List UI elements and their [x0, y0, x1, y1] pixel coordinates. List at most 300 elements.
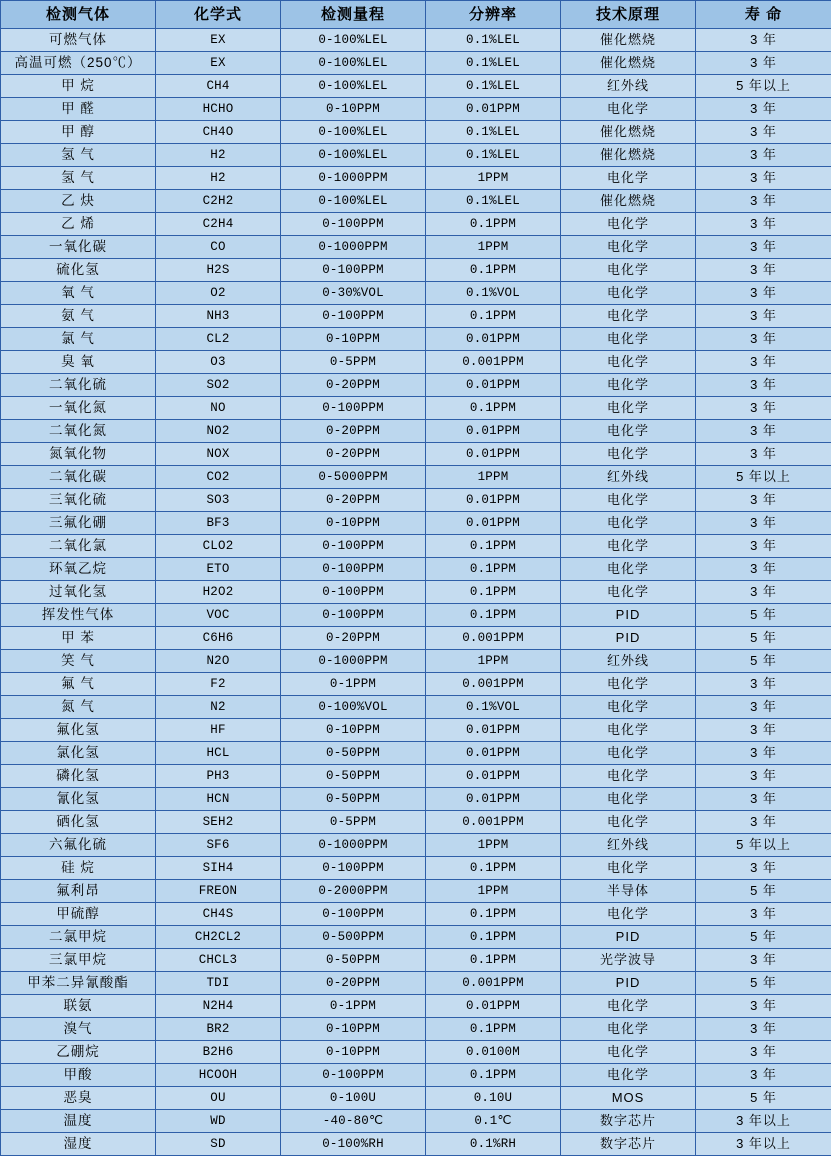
cell-technology: 电化学 [561, 742, 696, 765]
cell-lifetime: 5 年 [696, 880, 831, 903]
cell-formula: CLO2 [156, 535, 281, 558]
cell-resolution: 0.1PPM [426, 604, 561, 627]
cell-formula: SEH2 [156, 811, 281, 834]
cell-resolution: 0.1℃ [426, 1110, 561, 1133]
cell-technology: 电化学 [561, 397, 696, 420]
table-row [1, 949, 831, 972]
table-row [1, 811, 831, 834]
table-row [1, 328, 831, 351]
cell-lifetime: 5 年以上 [696, 834, 831, 857]
cell-formula: BR2 [156, 1018, 281, 1041]
cell-gas: 硒化氢 [1, 811, 156, 834]
cell-gas: 甲酸 [1, 1064, 156, 1087]
table-row [1, 581, 831, 604]
cell-technology: 红外线 [561, 75, 696, 98]
cell-formula: TDI [156, 972, 281, 995]
cell-lifetime: 3 年 [696, 535, 831, 558]
cell-resolution: 0.01PPM [426, 512, 561, 535]
cell-gas: 氟利昂 [1, 880, 156, 903]
cell-technology: 电化学 [561, 374, 696, 397]
cell-technology: PID [561, 926, 696, 949]
cell-resolution: 0.1%LEL [426, 190, 561, 213]
table-row [1, 443, 831, 466]
cell-formula: SF6 [156, 834, 281, 857]
cell-range: 0-50PPM [281, 742, 426, 765]
cell-range: 0-20PPM [281, 374, 426, 397]
cell-gas: 氢 气 [1, 167, 156, 190]
cell-range: 0-20PPM [281, 489, 426, 512]
cell-resolution: 1PPM [426, 834, 561, 857]
cell-technology: 电化学 [561, 167, 696, 190]
cell-range: 0-100%LEL [281, 29, 426, 52]
cell-resolution: 0.1PPM [426, 949, 561, 972]
cell-lifetime: 3 年 [696, 213, 831, 236]
cell-resolution: 0.01PPM [426, 443, 561, 466]
cell-resolution: 1PPM [426, 650, 561, 673]
cell-formula: O2 [156, 282, 281, 305]
cell-range: 0-10PPM [281, 1018, 426, 1041]
cell-formula: HCOOH [156, 1064, 281, 1087]
cell-resolution: 0.1PPM [426, 305, 561, 328]
cell-lifetime: 3 年 [696, 788, 831, 811]
cell-formula: H2S [156, 259, 281, 282]
cell-formula: SIH4 [156, 857, 281, 880]
cell-resolution: 0.01PPM [426, 742, 561, 765]
cell-lifetime: 3 年 [696, 742, 831, 765]
table-row [1, 903, 831, 926]
table-row [1, 489, 831, 512]
cell-gas: 氮 气 [1, 696, 156, 719]
cell-formula: C2H4 [156, 213, 281, 236]
cell-formula: OU [156, 1087, 281, 1110]
cell-resolution: 0.1PPM [426, 581, 561, 604]
cell-lifetime: 3 年 [696, 673, 831, 696]
column-header-technology: 技术原理 [561, 1, 696, 29]
cell-technology: 电化学 [561, 903, 696, 926]
cell-range: 0-100PPM [281, 903, 426, 926]
cell-lifetime: 3 年 [696, 696, 831, 719]
cell-lifetime: 3 年 [696, 558, 831, 581]
cell-technology: 电化学 [561, 213, 696, 236]
cell-technology: 红外线 [561, 834, 696, 857]
cell-gas: 氯化氢 [1, 742, 156, 765]
cell-gas: 臭 氧 [1, 351, 156, 374]
cell-resolution: 0.1PPM [426, 1064, 561, 1087]
cell-gas: 过氧化氢 [1, 581, 156, 604]
cell-range: 0-100PPM [281, 1064, 426, 1087]
cell-gas: 挥发性气体 [1, 604, 156, 627]
table-row [1, 1087, 831, 1110]
cell-resolution: 1PPM [426, 167, 561, 190]
cell-resolution: 0.1PPM [426, 1018, 561, 1041]
cell-range: 0-30%VOL [281, 282, 426, 305]
cell-gas: 一氧化碳 [1, 236, 156, 259]
cell-resolution: 0.1PPM [426, 558, 561, 581]
cell-resolution: 0.1PPM [426, 535, 561, 558]
cell-gas: 六氟化硫 [1, 834, 156, 857]
cell-gas: 氟 气 [1, 673, 156, 696]
cell-range: 0-20PPM [281, 420, 426, 443]
cell-formula: C6H6 [156, 627, 281, 650]
cell-lifetime: 3 年 [696, 144, 831, 167]
cell-range: 0-2000PPM [281, 880, 426, 903]
table-row [1, 673, 831, 696]
cell-technology: 电化学 [561, 857, 696, 880]
cell-resolution: 0.1PPM [426, 926, 561, 949]
cell-resolution: 0.001PPM [426, 811, 561, 834]
cell-resolution: 1PPM [426, 236, 561, 259]
cell-range: 0-100PPM [281, 857, 426, 880]
cell-formula: WD [156, 1110, 281, 1133]
cell-technology: 催化燃烧 [561, 190, 696, 213]
cell-technology: PID [561, 604, 696, 627]
cell-formula: HCL [156, 742, 281, 765]
cell-lifetime: 5 年 [696, 650, 831, 673]
cell-range: 0-100PPM [281, 604, 426, 627]
table-row [1, 52, 831, 75]
cell-gas: 二氧化碳 [1, 466, 156, 489]
cell-range: 0-50PPM [281, 788, 426, 811]
cell-technology: 电化学 [561, 1064, 696, 1087]
cell-lifetime: 3 年 [696, 420, 831, 443]
table-row [1, 121, 831, 144]
cell-formula: CO [156, 236, 281, 259]
cell-gas: 一氧化氮 [1, 397, 156, 420]
cell-technology: 电化学 [561, 282, 696, 305]
cell-resolution: 0.10U [426, 1087, 561, 1110]
table-row [1, 742, 831, 765]
cell-lifetime: 3 年 [696, 765, 831, 788]
cell-range: 0-100%LEL [281, 52, 426, 75]
cell-resolution: 0.01PPM [426, 995, 561, 1018]
cell-gas: 甲 醇 [1, 121, 156, 144]
cell-range: 0-100PPM [281, 558, 426, 581]
cell-lifetime: 3 年 [696, 236, 831, 259]
cell-resolution: 0.01PPM [426, 489, 561, 512]
cell-range: 0-10PPM [281, 512, 426, 535]
cell-range: 0-500PPM [281, 926, 426, 949]
cell-lifetime: 3 年 [696, 719, 831, 742]
table-row [1, 627, 831, 650]
table-row [1, 880, 831, 903]
cell-resolution: 0.1PPM [426, 397, 561, 420]
cell-gas: 甲苯二异氰酸酯 [1, 972, 156, 995]
cell-gas: 甲 醛 [1, 98, 156, 121]
table-row [1, 558, 831, 581]
cell-formula: BF3 [156, 512, 281, 535]
cell-lifetime: 3 年 [696, 995, 831, 1018]
cell-range: 0-100%RH [281, 1133, 426, 1156]
cell-gas: 甲 烷 [1, 75, 156, 98]
cell-lifetime: 5 年 [696, 972, 831, 995]
cell-technology: 电化学 [561, 259, 696, 282]
cell-technology: 电化学 [561, 995, 696, 1018]
table-row [1, 650, 831, 673]
cell-technology: 红外线 [561, 466, 696, 489]
table-row [1, 29, 831, 52]
table-row [1, 972, 831, 995]
cell-formula: H2 [156, 167, 281, 190]
table-row [1, 98, 831, 121]
cell-range: 0-100PPM [281, 305, 426, 328]
table-row [1, 420, 831, 443]
cell-formula: N2O [156, 650, 281, 673]
table-row [1, 1064, 831, 1087]
cell-lifetime: 3 年 [696, 167, 831, 190]
cell-lifetime: 3 年 [696, 190, 831, 213]
cell-range: 0-100%LEL [281, 75, 426, 98]
cell-lifetime: 5 年 [696, 604, 831, 627]
cell-lifetime: 3 年 [696, 903, 831, 926]
cell-technology: 催化燃烧 [561, 29, 696, 52]
table-row [1, 259, 831, 282]
cell-resolution: 0.1%VOL [426, 696, 561, 719]
cell-formula: CHCL3 [156, 949, 281, 972]
cell-range: 0-20PPM [281, 443, 426, 466]
cell-resolution: 0.01PPM [426, 328, 561, 351]
cell-lifetime: 5 年 [696, 627, 831, 650]
cell-lifetime: 3 年 [696, 351, 831, 374]
cell-technology: 催化燃烧 [561, 121, 696, 144]
cell-range: 0-1000PPM [281, 236, 426, 259]
cell-gas: 三氯甲烷 [1, 949, 156, 972]
cell-formula: CH2CL2 [156, 926, 281, 949]
cell-resolution: 0.0100M [426, 1041, 561, 1064]
cell-formula: C2H2 [156, 190, 281, 213]
cell-formula: O3 [156, 351, 281, 374]
table-row [1, 512, 831, 535]
cell-gas: 乙 烯 [1, 213, 156, 236]
cell-formula: SO2 [156, 374, 281, 397]
cell-lifetime: 3 年 [696, 282, 831, 305]
cell-resolution: 0.01PPM [426, 420, 561, 443]
cell-technology: 电化学 [561, 765, 696, 788]
cell-formula: SO3 [156, 489, 281, 512]
table-row [1, 236, 831, 259]
cell-range: 0-1PPM [281, 995, 426, 1018]
cell-resolution: 0.1%LEL [426, 52, 561, 75]
cell-lifetime: 3 年 [696, 328, 831, 351]
cell-range: 0-100%LEL [281, 190, 426, 213]
cell-technology: 电化学 [561, 512, 696, 535]
cell-gas: 湿度 [1, 1133, 156, 1156]
cell-formula: CH4 [156, 75, 281, 98]
table-row [1, 351, 831, 374]
cell-technology: 电化学 [561, 558, 696, 581]
cell-technology: 电化学 [561, 581, 696, 604]
cell-gas: 二氧化硫 [1, 374, 156, 397]
cell-technology: 电化学 [561, 719, 696, 742]
cell-resolution: 0.001PPM [426, 351, 561, 374]
cell-range: 0-10PPM [281, 98, 426, 121]
cell-resolution: 0.1%RH [426, 1133, 561, 1156]
cell-range: 0-1000PPM [281, 650, 426, 673]
cell-range: 0-10PPM [281, 719, 426, 742]
cell-lifetime: 3 年 [696, 1064, 831, 1087]
table-row [1, 788, 831, 811]
cell-gas: 氟化氢 [1, 719, 156, 742]
table-row [1, 696, 831, 719]
cell-lifetime: 3 年 [696, 857, 831, 880]
cell-technology: 电化学 [561, 351, 696, 374]
cell-technology: 电化学 [561, 98, 696, 121]
table-row [1, 282, 831, 305]
cell-resolution: 0.01PPM [426, 374, 561, 397]
table-row [1, 857, 831, 880]
cell-formula: ETO [156, 558, 281, 581]
column-header-formula: 化学式 [156, 1, 281, 29]
cell-technology: 电化学 [561, 1041, 696, 1064]
cell-gas: 氧 气 [1, 282, 156, 305]
cell-gas: 氯 气 [1, 328, 156, 351]
cell-technology: 电化学 [561, 443, 696, 466]
cell-gas: 二氧化氯 [1, 535, 156, 558]
cell-gas: 溴气 [1, 1018, 156, 1041]
cell-resolution: 0.1%LEL [426, 75, 561, 98]
cell-resolution: 0.1%VOL [426, 282, 561, 305]
cell-resolution: 0.1PPM [426, 213, 561, 236]
cell-formula: NOX [156, 443, 281, 466]
table-row [1, 374, 831, 397]
cell-gas: 高温可燃（250℃） [1, 52, 156, 75]
column-header-range: 检测量程 [281, 1, 426, 29]
cell-lifetime: 3 年 [696, 374, 831, 397]
cell-lifetime: 3 年 [696, 29, 831, 52]
cell-resolution: 0.001PPM [426, 673, 561, 696]
cell-technology: 电化学 [561, 489, 696, 512]
cell-lifetime: 3 年以上 [696, 1110, 831, 1133]
cell-formula: NH3 [156, 305, 281, 328]
cell-formula: H2 [156, 144, 281, 167]
cell-technology: 电化学 [561, 788, 696, 811]
cell-lifetime: 3 年 [696, 259, 831, 282]
cell-technology: 电化学 [561, 673, 696, 696]
cell-gas: 乙硼烷 [1, 1041, 156, 1064]
table-header [1, 1, 831, 29]
table-row [1, 719, 831, 742]
cell-formula: HCN [156, 788, 281, 811]
table-row [1, 604, 831, 627]
cell-formula: NO [156, 397, 281, 420]
cell-lifetime: 3 年 [696, 489, 831, 512]
cell-gas: 硅 烷 [1, 857, 156, 880]
cell-formula: CH4O [156, 121, 281, 144]
cell-range: 0-100U [281, 1087, 426, 1110]
cell-range: 0-1000PPM [281, 167, 426, 190]
cell-technology: 数字芯片 [561, 1110, 696, 1133]
cell-gas: 环氧乙烷 [1, 558, 156, 581]
cell-gas: 硫化氢 [1, 259, 156, 282]
table-row [1, 995, 831, 1018]
cell-formula: CH4S [156, 903, 281, 926]
table-row [1, 213, 831, 236]
cell-technology: PID [561, 972, 696, 995]
cell-range: 0-20PPM [281, 972, 426, 995]
cell-range: 0-100%LEL [281, 144, 426, 167]
table-row [1, 144, 831, 167]
cell-gas: 笑 气 [1, 650, 156, 673]
cell-gas: 氢 气 [1, 144, 156, 167]
table-row [1, 834, 831, 857]
column-header-gas: 检测气体 [1, 1, 156, 29]
cell-formula: EX [156, 52, 281, 75]
cell-lifetime: 3 年以上 [696, 1133, 831, 1156]
cell-formula: F2 [156, 673, 281, 696]
cell-formula: CO2 [156, 466, 281, 489]
cell-resolution: 0.1%LEL [426, 144, 561, 167]
cell-gas: 联氨 [1, 995, 156, 1018]
table-row [1, 397, 831, 420]
cell-formula: VOC [156, 604, 281, 627]
cell-technology: 电化学 [561, 328, 696, 351]
cell-lifetime: 3 年 [696, 52, 831, 75]
cell-technology: 红外线 [561, 650, 696, 673]
table-row [1, 1110, 831, 1133]
cell-technology: 数字芯片 [561, 1133, 696, 1156]
cell-technology: 电化学 [561, 236, 696, 259]
cell-range: 0-100%VOL [281, 696, 426, 719]
cell-resolution: 0.01PPM [426, 788, 561, 811]
cell-lifetime: 3 年 [696, 305, 831, 328]
cell-lifetime: 3 年 [696, 581, 831, 604]
table-row [1, 190, 831, 213]
cell-technology: 光学波导 [561, 949, 696, 972]
cell-lifetime: 5 年以上 [696, 75, 831, 98]
cell-gas: 氨 气 [1, 305, 156, 328]
cell-range: 0-50PPM [281, 765, 426, 788]
cell-lifetime: 3 年 [696, 512, 831, 535]
cell-formula: N2 [156, 696, 281, 719]
cell-range: 0-50PPM [281, 949, 426, 972]
cell-formula: EX [156, 29, 281, 52]
table-row [1, 167, 831, 190]
cell-technology: PID [561, 627, 696, 650]
cell-resolution: 0.1PPM [426, 903, 561, 926]
cell-technology: 电化学 [561, 696, 696, 719]
cell-gas: 恶臭 [1, 1087, 156, 1110]
cell-lifetime: 3 年 [696, 121, 831, 144]
cell-range: 0-100PPM [281, 397, 426, 420]
cell-range: -40-80℃ [281, 1110, 426, 1133]
cell-formula: CL2 [156, 328, 281, 351]
cell-technology: 催化燃烧 [561, 52, 696, 75]
cell-formula: SD [156, 1133, 281, 1156]
cell-range: 0-100PPM [281, 259, 426, 282]
cell-range: 0-10PPM [281, 1041, 426, 1064]
cell-gas: 温度 [1, 1110, 156, 1133]
cell-resolution: 1PPM [426, 466, 561, 489]
table-row [1, 1041, 831, 1064]
cell-technology: 电化学 [561, 305, 696, 328]
cell-formula: B2H6 [156, 1041, 281, 1064]
cell-formula: FREON [156, 880, 281, 903]
cell-lifetime: 5 年 [696, 1087, 831, 1110]
cell-lifetime: 3 年 [696, 443, 831, 466]
cell-formula: H2O2 [156, 581, 281, 604]
cell-resolution: 0.001PPM [426, 627, 561, 650]
cell-technology: 电化学 [561, 535, 696, 558]
cell-technology: 半导体 [561, 880, 696, 903]
cell-gas: 氰化氢 [1, 788, 156, 811]
cell-range: 0-100PPM [281, 535, 426, 558]
cell-technology: 电化学 [561, 1018, 696, 1041]
cell-range: 0-5PPM [281, 351, 426, 374]
column-header-resolution: 分辨率 [426, 1, 561, 29]
cell-resolution: 0.1PPM [426, 857, 561, 880]
cell-gas: 甲 苯 [1, 627, 156, 650]
cell-resolution: 0.01PPM [426, 765, 561, 788]
table-row [1, 1133, 831, 1156]
